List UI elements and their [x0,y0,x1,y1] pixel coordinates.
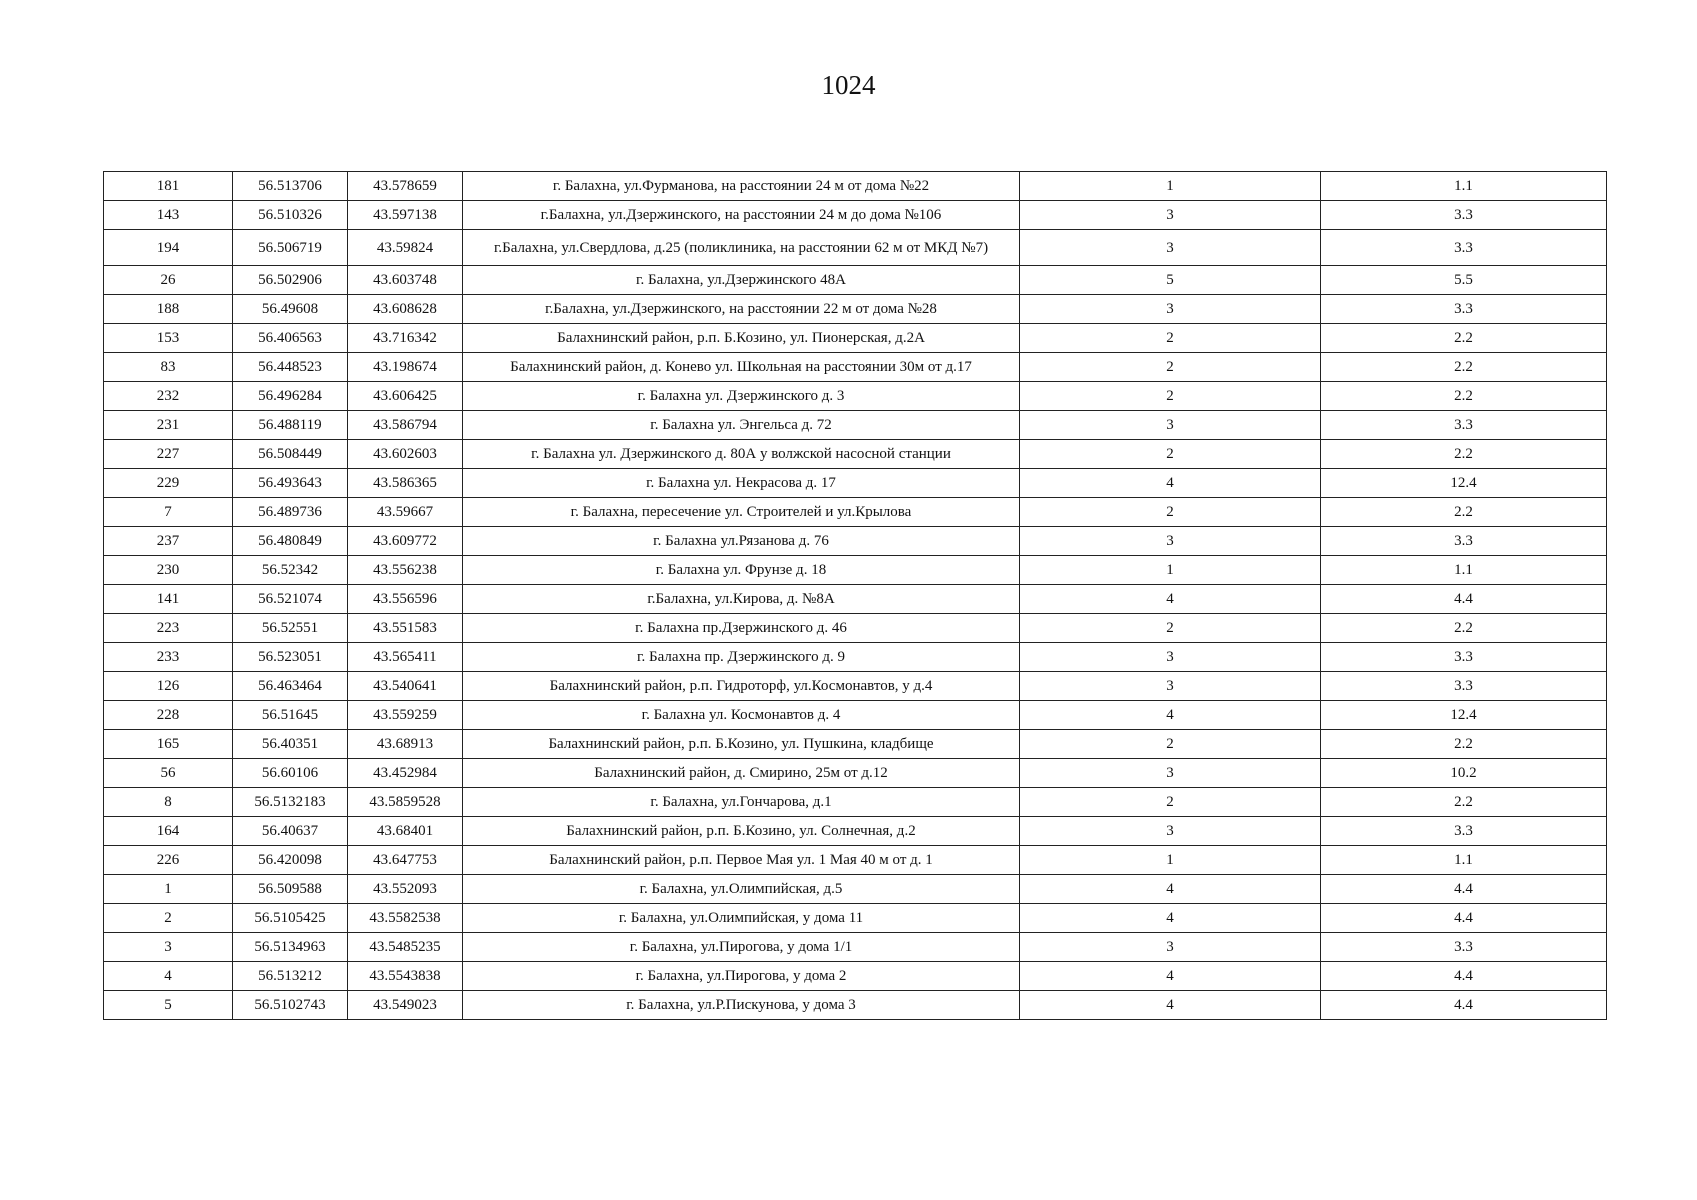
table-row [104,324,1607,353]
cell-count: 1 [1020,172,1321,201]
cell-address: г.Балахна, ул.Кирова, д. №8А [463,585,1020,614]
cell-longitude: 43.549023 [348,991,463,1020]
cell-count: 3 [1020,672,1321,701]
cell-value: 2.2 [1321,353,1607,382]
cell-address: Балахнинский район, р.п. Б.Козино, ул. Пионерская, д.2А [463,324,1020,353]
cell-latitude: 56.488119 [233,411,348,440]
cell-value: 4.4 [1321,962,1607,991]
table-row [104,759,1607,788]
cell-count: 3 [1020,759,1321,788]
cell-longitude: 43.552093 [348,875,463,904]
cell-count: 5 [1020,266,1321,295]
cell-longitude: 43.606425 [348,382,463,411]
cell-longitude: 43.608628 [348,295,463,324]
cell-count: 2 [1020,324,1321,353]
cell-value: 3.3 [1321,411,1607,440]
cell-address: Балахнинский район, р.п. Первое Мая ул. 1 Мая 40 м от д. 1 [463,846,1020,875]
cell-address: г. Балахна пр. Дзержинского д. 9 [463,643,1020,672]
cell-longitude: 43.68401 [348,817,463,846]
cell-latitude: 56.521074 [233,585,348,614]
table-row [104,730,1607,759]
cell-longitude: 43.198674 [348,353,463,382]
cell-count: 3 [1020,933,1321,962]
cell-address: г.Балахна, ул.Свердлова, д.25 (поликлиника, на расстоянии 62 м от МКД №7) [463,230,1020,266]
cell-number: 164 [104,817,233,846]
cell-latitude: 56.49608 [233,295,348,324]
cell-longitude: 43.559259 [348,701,463,730]
cell-count: 2 [1020,730,1321,759]
cell-latitude: 56.5134963 [233,933,348,962]
cell-latitude: 56.506719 [233,230,348,266]
cell-longitude: 43.540641 [348,672,463,701]
cell-count: 4 [1020,904,1321,933]
cell-number: 126 [104,672,233,701]
cell-address: г. Балахна ул.Рязанова д. 76 [463,527,1020,556]
table-row [104,527,1607,556]
cell-latitude: 56.496284 [233,382,348,411]
cell-number: 1 [104,875,233,904]
cell-address: г. Балахна ул. Дзержинского д. 80А у волжской насосной станции [463,440,1020,469]
cell-latitude: 56.40637 [233,817,348,846]
cell-address: г. Балахна ул. Космонавтов д. 4 [463,701,1020,730]
cell-value: 3.3 [1321,672,1607,701]
cell-number: 4 [104,962,233,991]
cell-value: 12.4 [1321,469,1607,498]
table-row [104,266,1607,295]
cell-latitude: 56.51645 [233,701,348,730]
cell-value: 3.3 [1321,817,1607,846]
cell-number: 181 [104,172,233,201]
cell-value: 3.3 [1321,933,1607,962]
cell-number: 188 [104,295,233,324]
cell-longitude: 43.5582538 [348,904,463,933]
cell-address: Балахнинский район, р.п. Б.Козино, ул. Пушкина, кладбище [463,730,1020,759]
table-row [104,382,1607,411]
cell-number: 2 [104,904,233,933]
cell-latitude: 56.52551 [233,614,348,643]
cell-value: 2.2 [1321,324,1607,353]
table-row [104,672,1607,701]
cell-count: 2 [1020,788,1321,817]
cell-address: г. Балахна ул. Некрасова д. 17 [463,469,1020,498]
cell-latitude: 56.502906 [233,266,348,295]
cell-latitude: 56.406563 [233,324,348,353]
cell-value: 2.2 [1321,382,1607,411]
cell-latitude: 56.448523 [233,353,348,382]
cell-latitude: 56.52342 [233,556,348,585]
cell-address: г.Балахна, ул.Дзержинского, на расстоянии 22 м от дома №28 [463,295,1020,324]
cell-latitude: 56.509588 [233,875,348,904]
table-row [104,556,1607,585]
cell-count: 3 [1020,230,1321,266]
cell-value: 2.2 [1321,498,1607,527]
cell-address: г. Балахна пр.Дзержинского д. 46 [463,614,1020,643]
table-row [104,614,1607,643]
table-row [104,933,1607,962]
cell-address: г. Балахна ул. Энгельса д. 72 [463,411,1020,440]
cell-address: г. Балахна, ул.Гончарова, д.1 [463,788,1020,817]
cell-value: 1.1 [1321,172,1607,201]
cell-address: г. Балахна, ул.Пирогова, у дома 1/1 [463,933,1020,962]
cell-number: 165 [104,730,233,759]
cell-longitude: 43.68913 [348,730,463,759]
cell-count: 2 [1020,440,1321,469]
cell-number: 230 [104,556,233,585]
cell-value: 4.4 [1321,875,1607,904]
cell-count: 3 [1020,817,1321,846]
cell-number: 153 [104,324,233,353]
cell-value: 2.2 [1321,730,1607,759]
page-number: 1024 [821,70,876,100]
cell-count: 3 [1020,201,1321,230]
cell-address: г.Балахна, ул.Дзержинского, на расстоянии 24 м до дома №106 [463,201,1020,230]
cell-number: 143 [104,201,233,230]
table-row [104,991,1607,1020]
cell-count: 2 [1020,382,1321,411]
table-row [104,353,1607,382]
table-row [104,962,1607,991]
cell-longitude: 43.59667 [348,498,463,527]
cell-longitude: 43.565411 [348,643,463,672]
cell-longitude: 43.556238 [348,556,463,585]
cell-longitude: 43.5543838 [348,962,463,991]
cell-longitude: 43.586794 [348,411,463,440]
cell-address: Балахнинский район, д. Смирино, 25м от д.12 [463,759,1020,788]
cell-address: Балахнинский район, р.п. Гидроторф, ул.Космонавтов, у д.4 [463,672,1020,701]
table-row [104,875,1607,904]
cell-count: 2 [1020,614,1321,643]
table-row [104,846,1607,875]
cell-address: Балахнинский район, д. Конево ул. Школьная на расстоянии 30м от д.17 [463,353,1020,382]
cell-number: 228 [104,701,233,730]
cell-number: 141 [104,585,233,614]
cell-count: 3 [1020,295,1321,324]
cell-count: 3 [1020,643,1321,672]
cell-number: 26 [104,266,233,295]
cell-latitude: 56.420098 [233,846,348,875]
cell-address: г. Балахна ул. Дзержинского д. 3 [463,382,1020,411]
cell-longitude: 43.586365 [348,469,463,498]
cell-value: 2.2 [1321,440,1607,469]
cell-longitude: 43.5485235 [348,933,463,962]
table-row [104,498,1607,527]
table-body [104,172,1607,1020]
cell-value: 2.2 [1321,788,1607,817]
cell-latitude: 56.5102743 [233,991,348,1020]
cell-count: 3 [1020,411,1321,440]
cell-count: 2 [1020,353,1321,382]
cell-count: 1 [1020,846,1321,875]
cell-latitude: 56.40351 [233,730,348,759]
cell-address: Балахнинский район, р.п. Б.Козино, ул. Солнечная, д.2 [463,817,1020,846]
cell-value: 4.4 [1321,904,1607,933]
cell-address: г. Балахна, пересечение ул. Строителей и ул.Крылова [463,498,1020,527]
cell-latitude: 56.489736 [233,498,348,527]
cell-address: г. Балахна ул. Фрунзе д. 18 [463,556,1020,585]
cell-number: 83 [104,353,233,382]
cell-latitude: 56.480849 [233,527,348,556]
cell-count: 4 [1020,701,1321,730]
cell-latitude: 56.5132183 [233,788,348,817]
cell-value: 1.1 [1321,556,1607,585]
cell-number: 231 [104,411,233,440]
cell-address: г. Балахна, ул.Олимпийская, д.5 [463,875,1020,904]
cell-value: 3.3 [1321,201,1607,230]
cell-value: 4.4 [1321,585,1607,614]
cell-count: 4 [1020,585,1321,614]
cell-longitude: 43.5859528 [348,788,463,817]
table-row [104,295,1607,324]
cell-latitude: 56.513706 [233,172,348,201]
cell-value: 3.3 [1321,643,1607,672]
cell-number: 194 [104,230,233,266]
cell-longitude: 43.603748 [348,266,463,295]
cell-value: 5.5 [1321,266,1607,295]
cell-count: 2 [1020,498,1321,527]
cell-number: 3 [104,933,233,962]
cell-longitude: 43.716342 [348,324,463,353]
table-row [104,701,1607,730]
cell-latitude: 56.508449 [233,440,348,469]
cell-longitude: 43.597138 [348,201,463,230]
cell-address: г. Балахна, ул.Олимпийская, у дома 11 [463,904,1020,933]
table-row [104,904,1607,933]
cell-latitude: 56.513212 [233,962,348,991]
cell-latitude: 56.60106 [233,759,348,788]
cell-longitude: 43.452984 [348,759,463,788]
cell-value: 1.1 [1321,846,1607,875]
cell-number: 8 [104,788,233,817]
cell-longitude: 43.578659 [348,172,463,201]
cell-longitude: 43.551583 [348,614,463,643]
cell-number: 233 [104,643,233,672]
cell-number: 227 [104,440,233,469]
cell-latitude: 56.493643 [233,469,348,498]
cell-longitude: 43.647753 [348,846,463,875]
table-row [104,201,1607,230]
data-table [103,171,1607,1020]
cell-count: 1 [1020,556,1321,585]
cell-value: 3.3 [1321,527,1607,556]
cell-longitude: 43.609772 [348,527,463,556]
cell-number: 7 [104,498,233,527]
cell-number: 5 [104,991,233,1020]
cell-longitude: 43.59824 [348,230,463,266]
table-row [104,788,1607,817]
cell-value: 10.2 [1321,759,1607,788]
table-row [104,172,1607,201]
cell-value: 3.3 [1321,295,1607,324]
cell-number: 226 [104,846,233,875]
cell-number: 229 [104,469,233,498]
table-row [104,440,1607,469]
cell-latitude: 56.523051 [233,643,348,672]
cell-number: 223 [104,614,233,643]
cell-address: г. Балахна, ул.Дзержинского 48А [463,266,1020,295]
cell-latitude: 56.510326 [233,201,348,230]
cell-value: 12.4 [1321,701,1607,730]
cell-count: 4 [1020,962,1321,991]
table-row [104,643,1607,672]
cell-address: г. Балахна, ул.Фурманова, на расстоянии 24 м от дома №22 [463,172,1020,201]
cell-latitude: 56.5105425 [233,904,348,933]
cell-longitude: 43.602603 [348,440,463,469]
table-row [104,585,1607,614]
cell-count: 3 [1020,527,1321,556]
cell-count: 4 [1020,875,1321,904]
cell-value: 2.2 [1321,614,1607,643]
table-row [104,469,1607,498]
cell-number: 232 [104,382,233,411]
table-row [104,817,1607,846]
cell-count: 4 [1020,991,1321,1020]
table-row [104,411,1607,440]
cell-latitude: 56.463464 [233,672,348,701]
cell-address: г. Балахна, ул.Р.Пискунова, у дома 3 [463,991,1020,1020]
cell-address: г. Балахна, ул.Пирогова, у дома 2 [463,962,1020,991]
cell-count: 4 [1020,469,1321,498]
table-row [104,230,1607,266]
cell-longitude: 43.556596 [348,585,463,614]
cell-number: 56 [104,759,233,788]
cell-number: 237 [104,527,233,556]
cell-value: 3.3 [1321,230,1607,266]
cell-value: 4.4 [1321,991,1607,1020]
